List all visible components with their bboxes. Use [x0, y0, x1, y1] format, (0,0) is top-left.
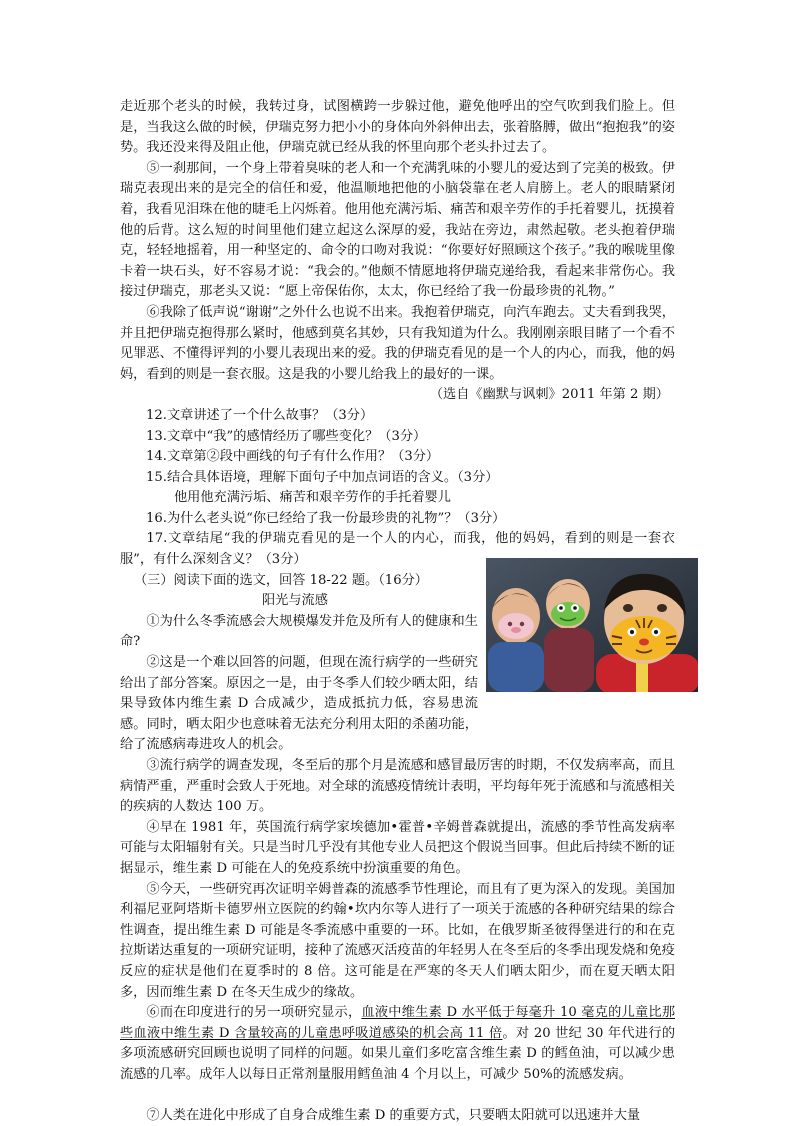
- paragraph-6-rest: 。对 20 世纪 30 年代进行的多项流感研究回顾也说明了同样的问题。如果儿童们多吃富含维生素 D 的鳕鱼油，可以减少患流感的几率。成年人以每日正常剂量服用鳕鱼油 4 个月以上，可减少 50%的流感发病。: [120, 1026, 675, 1082]
- paragraph-gap: [120, 1086, 675, 1106]
- article-paragraph-2: ②这是一个难以回答的问题，但现在流行病学的一些研究给出了部分答案。原因之一是，由于冬季人们较少晒太阳，结果导致体内维生素 D 合成减少，造成抵抗力低，容易患流感。同时，晒太阳少也意味着无法充分利用太阳的杀菌功能，给了流感病毒进攻人的机会。: [120, 653, 478, 756]
- question-14: 14.文章第②段中画线的句子有什么作用？（3分）: [120, 447, 675, 468]
- section-3-heading: （三）阅读下面的选文，回答 18-22 题。（16分）: [120, 571, 675, 592]
- question-16: 16.为什么老头说“你已经给了我一份最珍贵的礼物”？（3分）: [120, 509, 675, 530]
- article-paragraph-4: ④早在 1981 年，英国流行病学家埃德加•霍普•辛姆普森就提出，流感的季节性高发病率可能与太阳辐射有关。只是当时几乎没有其他专业人员把这个假说当回事。但此后持续不断的证据显示，维生素 D 可能在人的免疫系统中扮演重要的角色。: [120, 818, 675, 880]
- question-15-phrase: 他用他充满污垢、痛苦和艰辛劳作的手托着婴儿: [120, 488, 675, 509]
- underlined-sentence: 血液中维生素 D 水平低于每毫升 10 毫克的儿童比那些血液中维生素 D 含量较高的儿童患呼吸道感染的机会高 11 倍: [120, 1005, 675, 1041]
- question-13: 13.文章中“我”的感情经历了哪些变化？（3分）: [120, 427, 675, 448]
- question-12: 12.文章讲述了一个什么故事？（3分）: [120, 406, 675, 427]
- article-paragraph-1: ①为什么冬季流感会大规模爆发并危及所有人的健康和生命?: [120, 612, 478, 653]
- question-17: 17.文章结尾“我的伊瑞克看见的是一个人的内心，而我，他的妈妈，看到的则是一套衣服”，有什么深刻含义？（3分）: [120, 529, 675, 570]
- story-source: （选自《幽默与讽刺》2011 年第 2 期）: [120, 385, 675, 406]
- story-paragraph-5: ⑤一刹那间，一个身上带着臭味的老人和一个充满乳味的小婴儿的爱达到了完美的极致。伊瑞克表现出来的是完全的信任和爱，他温顺地把他的小脑袋靠在老人肩膀上。老人的眼睛紧闭着，我看见泪珠在他的睫毛上闪烁着。他用他充满污垢、痛苦和艰辛劳作的手托着婴儿，抚摸着他的后背。这么短的时间里他们建立起这么深厚的爱，我站在旁边，肃然起敬。老头抱着伊瑞克，轻轻地摇着，用一种坚定的、命令的口吻对我说：“你要好好照顾这个孩子。”我的喉咙里像卡着一块石头，好不容易才说：“我会的。”他颇不情愿地将伊瑞克递给我，看起来非常伤心。我接过伊瑞克，那老头又说：“愿上帝保佑你，太太，你已经给了我一份最珍贵的礼物。”: [120, 159, 675, 303]
- article-paragraph-3: ③流行病学的调查发现，冬至后的那个月是流感和感冒最厉害的时期，不仅发病率高，而且病情严重，严重时会致人于死地。对全球的流感疫情统计表明，平均每年死于流感和与流感相关的疾病的人数达 100 万。: [120, 756, 675, 818]
- article-paragraph-5: ⑤今天，一些研究再次证明辛姆普森的流感季节性理论，而且有了更为深入的发现。美国加利福尼亚阿塔斯卡德罗州立医院的约翰•坎内尔等人进行了一项关于流感的各种研究结果的综合性调查，提出维生素 D 可能是冬季流感中重要的一环。比如，在俄罗斯圣彼得堡进行的和在克拉斯诺达重复的一项研究证明，接种了流感灭活疫苗的年轻男人在冬至后的冬季出现发烧和免疫反应的症状是他们在夏季时的 8 倍。这可能是在严寒的冬天人们晒太阳少，而在夏天晒太阳多，因而维生素 D 在冬天生成少的缘故。: [120, 880, 675, 1004]
- article-paragraph-7: ⑦人类在进化中形成了自身合成维生素 D 的重要方式，只要晒太阳就可以迅速并大量: [120, 1106, 675, 1126]
- question-15: 15.结合具体语境，理解下面句子中加点词语的含义。（3分）: [120, 468, 675, 489]
- paragraph-6-lead: ⑥而在印度进行的另一项研究显示，: [146, 1005, 361, 1020]
- masked-children-photo: [486, 558, 698, 692]
- story-paragraph-6: ⑥我除了低声说“谢谢”之外什么也说不出来。我抱着伊瑞克，向汽车跑去。丈夫看到我哭，并且把伊瑞克抱得那么紧时，他感到莫名其妙，只有我知道为什么。我刚刚亲眼目睹了一个看不见罪恶、不懂得评判的小婴儿表现出来的爱。我的伊瑞克看见的是一个人的内心，而我，他的妈妈，看到的则是一套衣服。这是我的小婴儿给我上的最好的一课。: [120, 303, 675, 385]
- article-paragraph-6: [120, 1003, 675, 1085]
- story-paragraph-continued: 走近那个老头的时候，我转过身，试图横跨一步躲过他，避免他呼出的空气吹到我们脸上。但是，当我这么做的时候，伊瑞克努力把小小的身体向外斜伸出去，张着胳膊，做出“抱抱我”的姿势。我还没来得及阻止他，伊瑞克就已经从我的怀里向那个老头扑过去了。: [120, 97, 675, 159]
- article-title: 阳光与流感: [120, 591, 675, 612]
- photo-illustration: [486, 558, 698, 692]
